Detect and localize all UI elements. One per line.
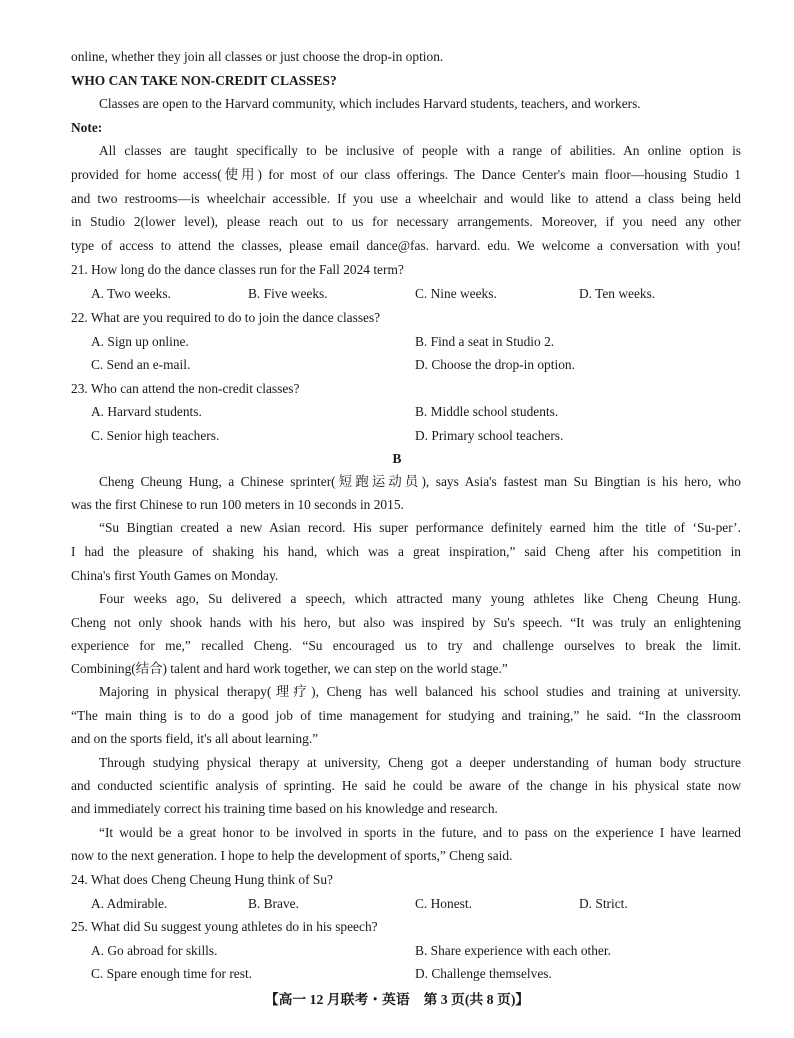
- q23-option-c: C. Senior high teachers.: [91, 428, 220, 443]
- passage-b-line: “It would be a great honor to be involved in sports in the future, and to pass on the experience I have learned: [99, 825, 741, 840]
- q21-option-d: D. Ten weeks.: [579, 286, 656, 301]
- q22-option-b: B. Find a seat in Studio 2.: [415, 334, 555, 349]
- passage-b-line: “The main thing is to do a good job of time management for studying and training,” he said. “In the classroom: [71, 708, 741, 723]
- question-23-stem: 23. Who can attend the non-credit classes?: [71, 381, 300, 396]
- q24-option-d: D. Strict.: [579, 896, 628, 911]
- q24-option-a: A. Admirable.: [91, 896, 168, 911]
- q24-option-c: C. Honest.: [415, 896, 472, 911]
- passage-b-line: and conducted scientific analysis of sprinting. He said he could be aware of the change in his physical state now: [71, 778, 741, 793]
- question-22-stem: 22. What are you required to do to join the dance classes?: [71, 310, 381, 325]
- question-21-stem: 21. How long do the dance classes run for the Fall 2024 term?: [71, 262, 404, 277]
- passage-b-line: experience for me,” recalled Cheng. “Su encouraged us to try and challenge ourselves to break the limit.: [71, 638, 741, 653]
- passage-b-line: now to the next generation. I hope to help the development of sports,” Cheng said.: [71, 848, 513, 863]
- q23-option-a: A. Harvard students.: [91, 404, 202, 419]
- q23-option-b: B. Middle school students.: [415, 404, 559, 419]
- passage-b-line: Majoring in physical therapy(理疗), Cheng has well balanced his school studies and training at university.: [99, 684, 741, 699]
- note-line: and two restrooms—is wheelchair accessible. If you use a wheelchair and would like to attend a class being held: [71, 191, 741, 206]
- passage-b-line: and on the sports field, it's all about learning.”: [71, 731, 319, 746]
- q21-option-b: B. Five weeks.: [248, 286, 328, 301]
- passage-a-continuation: online, whether they join all classes or just choose the drop-in option.: [71, 49, 444, 64]
- passage-b-line: China's first Youth Games on Monday.: [71, 568, 279, 583]
- passage-b-line: Four weeks ago, Su delivered a speech, which attracted many young athletes like Cheng Cheung Hung.: [99, 591, 741, 606]
- q21-option-a: A. Two weeks.: [91, 286, 171, 301]
- q23-option-d: D. Primary school teachers.: [415, 428, 564, 443]
- q25-option-c: C. Spare enough time for rest.: [91, 966, 253, 981]
- page-footer: 【高一 12 月联考・英语 第 3 页(共 8 页)】: [264, 992, 530, 1007]
- q24-option-b: B. Brave.: [248, 896, 299, 911]
- passage-b-line: Through studying physical therapy at university, Cheng got a deeper understanding of human body structure: [99, 755, 741, 770]
- q25-option-a: A. Go abroad for skills.: [91, 943, 218, 958]
- open-text: Classes are open to the Harvard community, which includes Harvard students, teachers, and workers.: [99, 96, 641, 111]
- q21-option-c: C. Nine weeks.: [415, 286, 497, 301]
- passage-b-line: Combining(结合) talent and hard work together, we can step on the world stage.”: [71, 661, 508, 676]
- passage-b-line: and immediately correct his training time based on his knowledge and research.: [71, 801, 498, 816]
- note-line: provided for home access(使用) for most of our class offerings. The Dance Center's main floor—housing Studio 1: [71, 167, 741, 182]
- q25-option-d: D. Challenge themselves.: [415, 966, 552, 981]
- q22-option-c: C. Send an e-mail.: [91, 357, 191, 372]
- q22-option-d: D. Choose the drop-in option.: [415, 357, 575, 372]
- question-25-stem: 25. What did Su suggest young athletes do in his speech?: [71, 919, 378, 934]
- section-heading: WHO CAN TAKE NON-CREDIT CLASSES?: [71, 73, 337, 88]
- note-line: All classes are taught specifically to be inclusive of people with a range of abilities. An online option is: [99, 143, 741, 158]
- passage-b-line: I had the pleasure of shaking his hand, which was a great inspiration,” said Cheng after his competition in: [71, 544, 741, 559]
- passage-b-line: Cheng not only shook hands with his hero, but also was inspired by Su's speech. “It was truly an enlightening: [71, 615, 741, 630]
- q25-option-b: B. Share experience with each other.: [415, 943, 611, 958]
- passage-b-line: was the first Chinese to run 100 meters in 10 seconds in 2015.: [71, 497, 404, 512]
- note-line: type of access to attend the classes, please email dance@fas. harvard. edu. We welcome a conversation with you!: [71, 238, 741, 253]
- passage-b-line: “Su Bingtian created a new Asian record. His super performance definitely earned him the title of ‘Su-per’.: [99, 520, 741, 535]
- passage-b-line: Cheng Cheung Hung, a Chinese sprinter(短跑运动员), says Asia's fastest man Su Bingtian is his hero, who: [99, 474, 741, 489]
- note-label: Note:: [71, 120, 103, 135]
- note-line: in Studio 2(lower level), please reach out to us for necessary arrangements. Moreover, if you need any other: [71, 214, 741, 229]
- section-b-label: B: [392, 451, 402, 466]
- question-24-stem: 24. What does Cheng Cheung Hung think of Su?: [71, 872, 333, 887]
- q22-option-a: A. Sign up online.: [91, 334, 189, 349]
